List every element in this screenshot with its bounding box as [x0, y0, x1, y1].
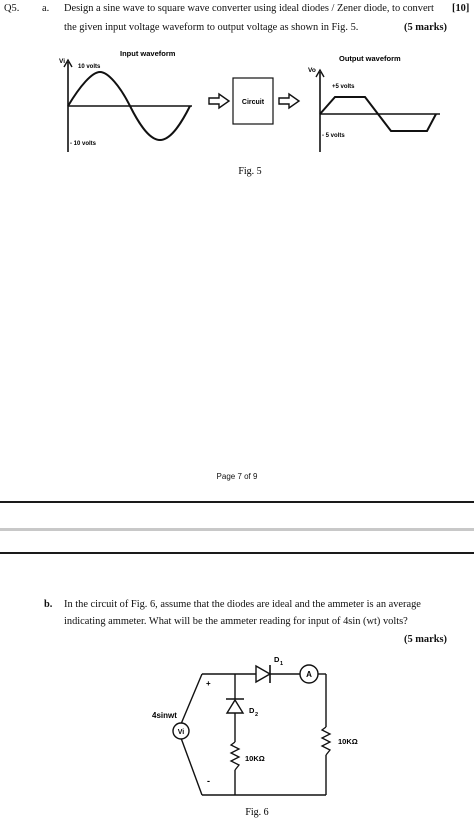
diode-d2-icon — [227, 700, 243, 713]
part-a-text-line1: Design a sine wave to square wave converter using ideal diodes / Zener diode, to convert — [64, 3, 434, 14]
diode-d2-subscript: 2 — [255, 712, 259, 718]
input-waveform-title: Input waveform — [120, 49, 176, 58]
voltage-source-label: 4sinwt — [152, 711, 177, 720]
page-break-rule-top — [0, 501, 474, 503]
page-break-rule-bottom — [0, 552, 474, 554]
circuit-label: Circuit — [241, 99, 265, 106]
vo-axis-label: Vo — [308, 67, 316, 74]
fig5-caption: Fig. 5 — [238, 166, 262, 177]
part-a-text-line2: the given input voltage waveform to output voltage as shown in Fig. 5. — [64, 22, 359, 33]
wire-source-lower — [181, 738, 202, 795]
input-pos-label: 10 volts — [78, 64, 101, 70]
resistor-right-icon — [322, 727, 330, 755]
resistor-right-label: 10KΩ — [338, 737, 358, 746]
fig6-circuit — [0, 650, 474, 821]
question-number: Q5. — [4, 3, 20, 14]
part-a-letter: a. — [42, 3, 50, 14]
part-a-marks: (5 marks) — [404, 22, 447, 33]
part-b-text-line2: indicating ammeter. What will be the ammeter reading for input of 4sin (wt) volts? — [64, 616, 408, 627]
input-neg-label: - 10 volts — [70, 141, 97, 147]
resistor-middle-icon — [231, 742, 239, 770]
page-break-rule-middle — [0, 528, 474, 531]
diode-d1-subscript: 1 — [280, 661, 284, 667]
plus-sign: + — [206, 679, 211, 688]
part-b-marks: (5 marks) — [404, 634, 447, 645]
arrow-to-circuit — [209, 94, 229, 108]
minus-sign: - — [207, 776, 210, 786]
resistor-middle-label: 10KΩ — [245, 754, 265, 763]
vi-axis-label: Vi — [59, 58, 66, 65]
page-footer: Page 7 of 9 — [216, 472, 258, 481]
diode-d1-icon — [256, 666, 270, 682]
total-marks: [10] — [452, 3, 470, 14]
ammeter-label: A — [306, 670, 312, 679]
diode-d1-label: D — [274, 655, 280, 664]
fig6-caption: Fig. 6 — [245, 807, 269, 818]
output-waveform-title: Output waveform — [339, 54, 401, 63]
fig5-diagram — [0, 40, 474, 180]
wire-source-upper — [181, 674, 202, 724]
arrow-from-circuit — [279, 94, 299, 108]
output-neg-label: - 5 volts — [322, 133, 345, 139]
voltage-source-symbol: Vi — [177, 729, 185, 736]
diode-d2-label: D — [249, 706, 255, 715]
part-b-letter: b. — [44, 599, 53, 610]
part-b-text-line1: In the circuit of Fig. 6, assume that the diodes are ideal and the ammeter is an average — [64, 599, 421, 610]
output-pos-label: +5 volts — [332, 84, 355, 90]
